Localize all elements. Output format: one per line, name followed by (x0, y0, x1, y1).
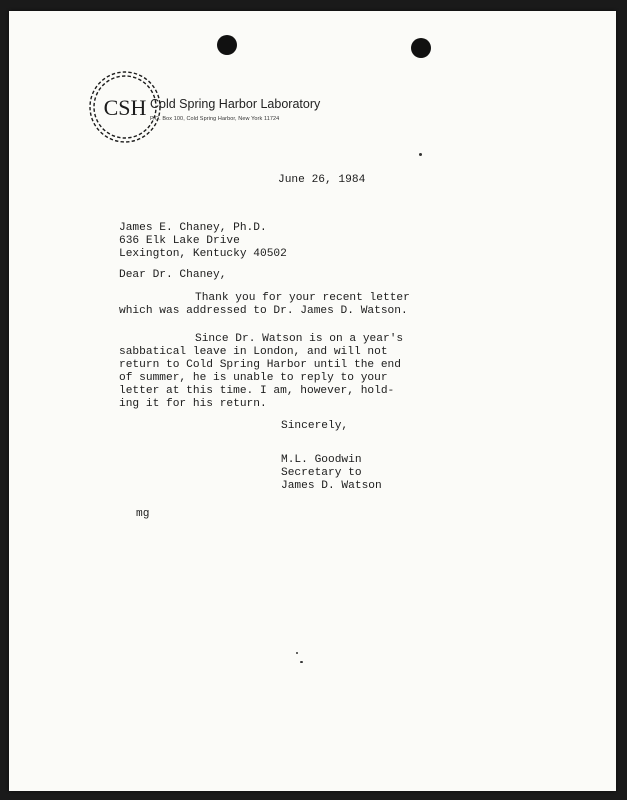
body-line: Since Dr. Watson is on a year's (195, 333, 404, 345)
csh-monogram: CSH (103, 95, 147, 120)
body-line: sabbatical leave in London, and will not (119, 346, 388, 358)
letter-page (9, 11, 616, 791)
body-line: letter at this time. I am, however, hold- (119, 385, 395, 397)
body-line: which was addressed to Dr. James D. Watson. (119, 305, 408, 317)
body-line: ing it for his return. (119, 398, 267, 410)
punch-hole-right (411, 38, 431, 58)
body-line: of summer, he is unable to reply to your (119, 372, 388, 384)
signature-title: Secretary to (281, 467, 362, 479)
body-line: return to Cold Spring Harbor until the end (119, 359, 401, 371)
institution-address: P.O. Box 100, Cold Spring Harbor, New York 11724 (150, 116, 280, 122)
paper-speck (296, 652, 298, 654)
institution-name: Cold Spring Harbor Laboratory (150, 97, 321, 111)
punch-hole-left (217, 35, 237, 55)
letter-date: June 26, 1984 (278, 174, 366, 186)
signature-employer: James D. Watson (281, 480, 382, 492)
recipient-city: Lexington, Kentucky 40502 (119, 248, 287, 260)
paper-speck (300, 661, 303, 663)
paper-speck (419, 153, 422, 156)
recipient-street: 636 Elk Lake Drive (119, 235, 240, 247)
signature-name: M.L. Goodwin (281, 454, 362, 466)
closing: Sincerely, (281, 420, 349, 432)
salutation: Dear Dr. Chaney, (119, 269, 227, 281)
body-line: Thank you for your recent letter (195, 292, 410, 304)
typist-initials: mg (136, 508, 150, 520)
recipient-name: James E. Chaney, Ph.D. (119, 222, 267, 234)
